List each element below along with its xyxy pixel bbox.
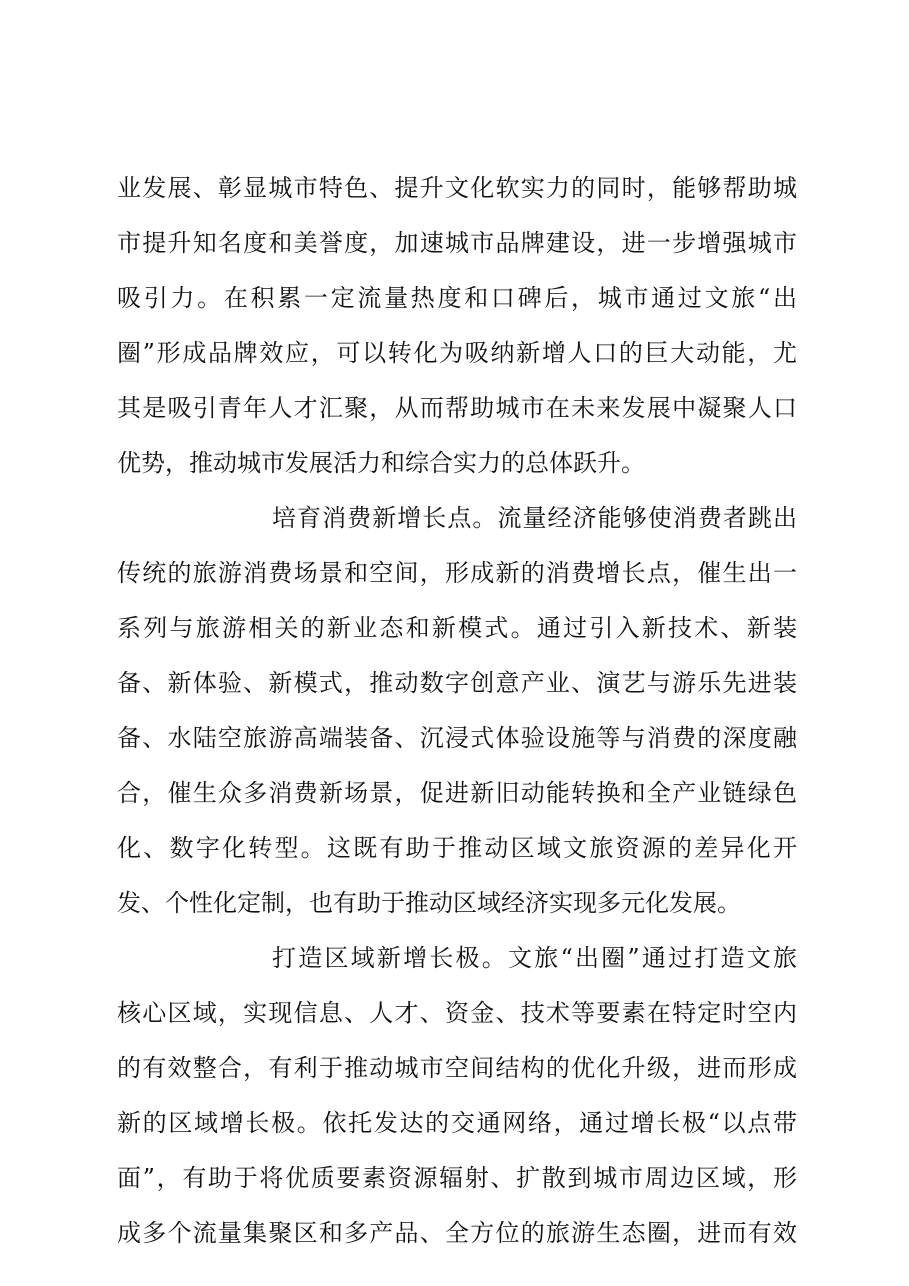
text-line: 市提升知名度和美誉度，加速城市品牌建设，进一步增强城市	[117, 229, 797, 257]
text-line: 面”，有助于将优质要素资源辐射、扩散到城市周边区域，形	[117, 1164, 797, 1192]
paragraph-heading-line: 打造区域新增长极。文旅“出圈”通过打造文旅	[272, 944, 797, 972]
text-line: 发、个性化定制，也有助于推动区域经济实现多元化发展。	[117, 889, 741, 917]
text-line: 备、新体验、新模式，推动数字创意产业、演艺与游乐先进装	[117, 669, 797, 697]
text-line: 合，催生众多消费新场景，促进新旧动能转换和全产业链绿色	[117, 779, 797, 807]
text-line: 化、数字化转型。这既有助于推动区域文旅资源的差异化开	[117, 834, 797, 862]
text-line: 备、水陆空旅游高端装备、沉浸式体验设施等与消费的深度融	[117, 724, 797, 752]
text-line: 系列与旅游相关的新业态和新模式。通过引入新技术、新装	[117, 614, 797, 642]
paragraph-2	[117, 491, 797, 931]
paragraph-heading-line: 培育消费新增长点。流量经济能够使消费者跳出	[272, 504, 797, 532]
text-line: 优势，推动城市发展活力和综合实力的总体跃升。	[117, 449, 645, 477]
text-line: 吸引力。在积累一定流量热度和口碑后，城市通过文旅“出	[117, 284, 797, 312]
text-line: 其是吸引青年人才汇聚，从而帮助城市在未来发展中凝聚人口	[117, 394, 797, 422]
paragraph-1	[117, 161, 797, 491]
text-line: 核心区域，实现信息、人才、资金、技术等要素在特定时空内	[117, 999, 797, 1027]
text-line: 成多个流量集聚区和多产品、全方位的旅游生态圈，进而有效	[117, 1219, 797, 1247]
body-text	[117, 161, 797, 1261]
text-line: 的有效整合，有利于推动城市空间结构的优化升级，进而形成	[117, 1054, 797, 1082]
text-line: 传统的旅游消费场景和空间，形成新的消费增长点，催生出一	[117, 559, 797, 587]
text-line: 圈”形成品牌效应，可以转化为吸纳新增人口的巨大动能，尤	[117, 339, 797, 367]
paragraph-3	[117, 931, 797, 1261]
text-line: 业发展、彰显城市特色、提升文化软实力的同时，能够帮助城	[117, 174, 797, 202]
text-line: 新的区域增长极。依托发达的交通网络，通过增长极“以点带	[117, 1109, 797, 1137]
